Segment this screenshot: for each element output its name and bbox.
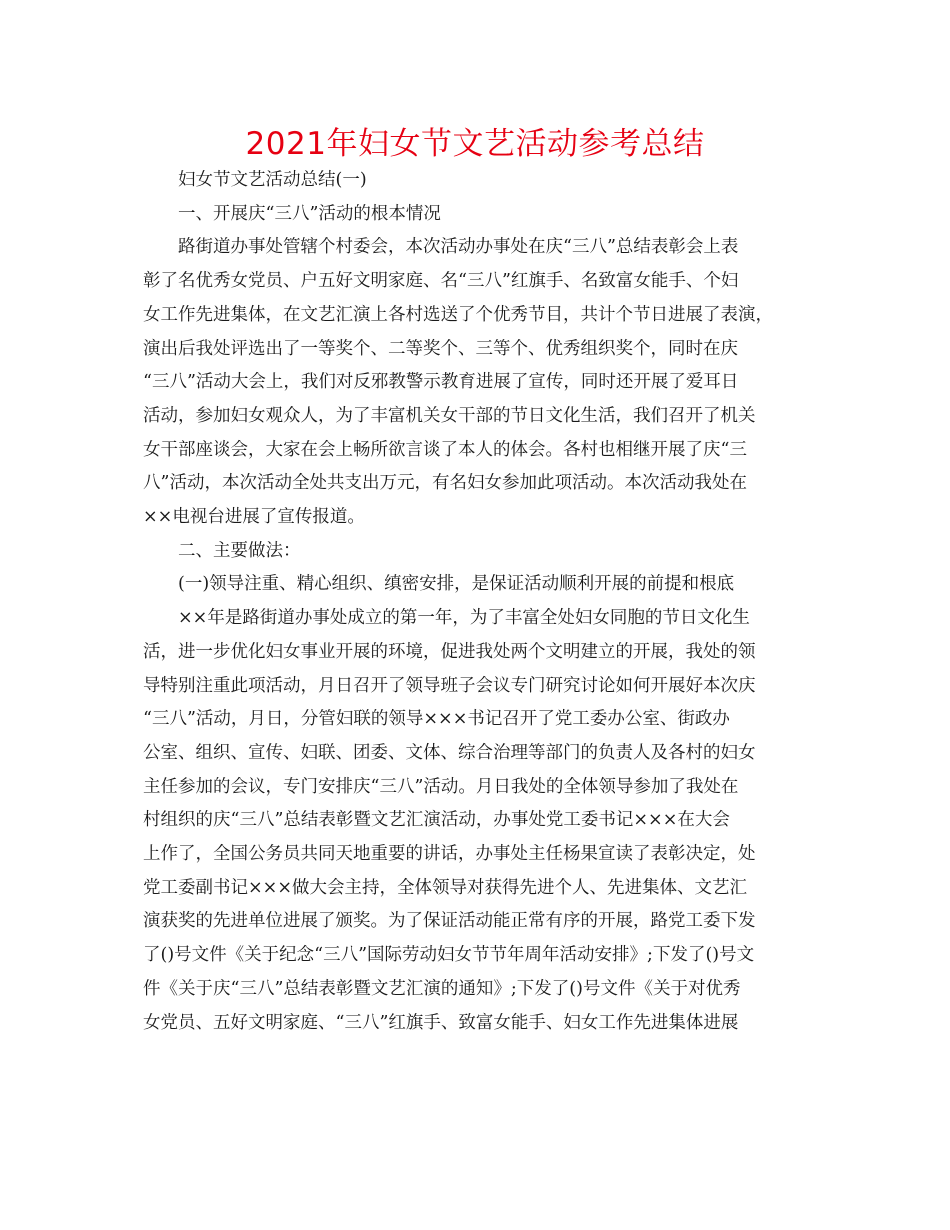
paragraph-line: “三八”活动大会上，我们对反邪教警示教育进展了宣传，同时还开展了爱耳日 — [143, 372, 739, 393]
paragraph-line: 活，进一步优化妇女事业开展的环境，促进我处两个文明建立的开展，我处的领 — [143, 641, 756, 662]
paragraph-line: 路街道办事处管辖个村委会，本次活动办事处在庆“三八”总结表彰会上表 — [178, 237, 739, 258]
subsection-heading: (一)领导注重、精心组织、缜密安排，是保证活动顺利开展的前提和根底 — [178, 574, 735, 595]
paragraph-line: 件《关于庆“三八”总结表彰暨文艺汇演的通知》;下发了()号文件《关于对优秀 — [143, 978, 741, 999]
paragraph-line: 女干部座谈会，大家在会上畅所欲言谈了本人的体会。各村也相继开展了庆“三 — [143, 439, 747, 460]
section-heading: 二、主要做法： — [178, 540, 301, 561]
section-subtitle: 妇女节文艺活动总结(一) — [178, 170, 367, 190]
paragraph-line: 活动，参加妇女观众人，为了丰富机关女干部的节日文化生活，我们召开了机关 — [143, 405, 756, 426]
paragraph-line: 主任参加的会议，专门安排庆“三八”活动。月日我处的全体领导参加了我处在 — [143, 776, 739, 797]
paragraph-line: 了()号文件《关于纪念“三八”国际劳动妇女节节年周年活动安排》;下发了()号文 — [143, 945, 755, 966]
document-body — [143, 164, 808, 1040]
paragraph-line: 村组织的庆“三八”总结表彰暨文艺汇演活动，办事处党工委书记×××在大会 — [143, 810, 730, 831]
document-title: 2021年妇女节文艺活动参考总结 — [245, 126, 705, 162]
paragraph-line: “三八”活动，月日，分管妇联的领导×××书记召开了党工委办公室、街政办 — [143, 709, 730, 730]
paragraph-line: 党工委副书记×××做大会主持，全体领导对获得先进个人、先进集体、文艺汇 — [143, 877, 747, 898]
paragraph-line: 女工作先进集体，在文艺汇演上各村选送了个优秀节目，共计个节日进展了表演， — [143, 304, 773, 325]
paragraph-line: 彰了名优秀女党员、户五好文明家庭、名“三八”红旗手、名致富女能手、个妇 — [143, 271, 739, 292]
paragraph-line: ××电视台进展了宣传报道。 — [143, 507, 365, 528]
section-heading: 一、开展庆“三八”活动的根本情况 — [178, 203, 441, 224]
paragraph-line: 公室、组织、宣传、妇联、团委、文体、综合治理等部门的负责人及各村的妇女 — [143, 742, 756, 763]
paragraph-line: 上作了，全国公务员共同天地重要的讲话，办事处主任杨果宣读了表彰决定，处 — [143, 844, 756, 865]
paragraph-line: ××年是路街道办事处成立的第一年，为了丰富全处妇女同胞的节日文化生 — [178, 608, 750, 629]
paragraph-line: 导特别注重此项活动，月日召开了领导班子会议专门研究讨论如何开展好本次庆 — [143, 675, 756, 696]
paragraph-line: 女党员、五好文明家庭、“三八”红旗手、致富女能手、妇女工作先进集体进展 — [143, 1012, 739, 1033]
paragraph-line: 演获奖的先进单位进展了颁奖。为了保证活动能正常有序的开展，路党工委下发 — [143, 911, 756, 932]
paragraph-line: 八”活动，本次活动全处共支出万元，有名妇女参加此项活动。本次活动我处在 — [143, 473, 747, 494]
paragraph-line: 演出后我处评选出了一等奖个、二等奖个、三等个、优秀组织奖个，同时在庆 — [143, 338, 738, 359]
